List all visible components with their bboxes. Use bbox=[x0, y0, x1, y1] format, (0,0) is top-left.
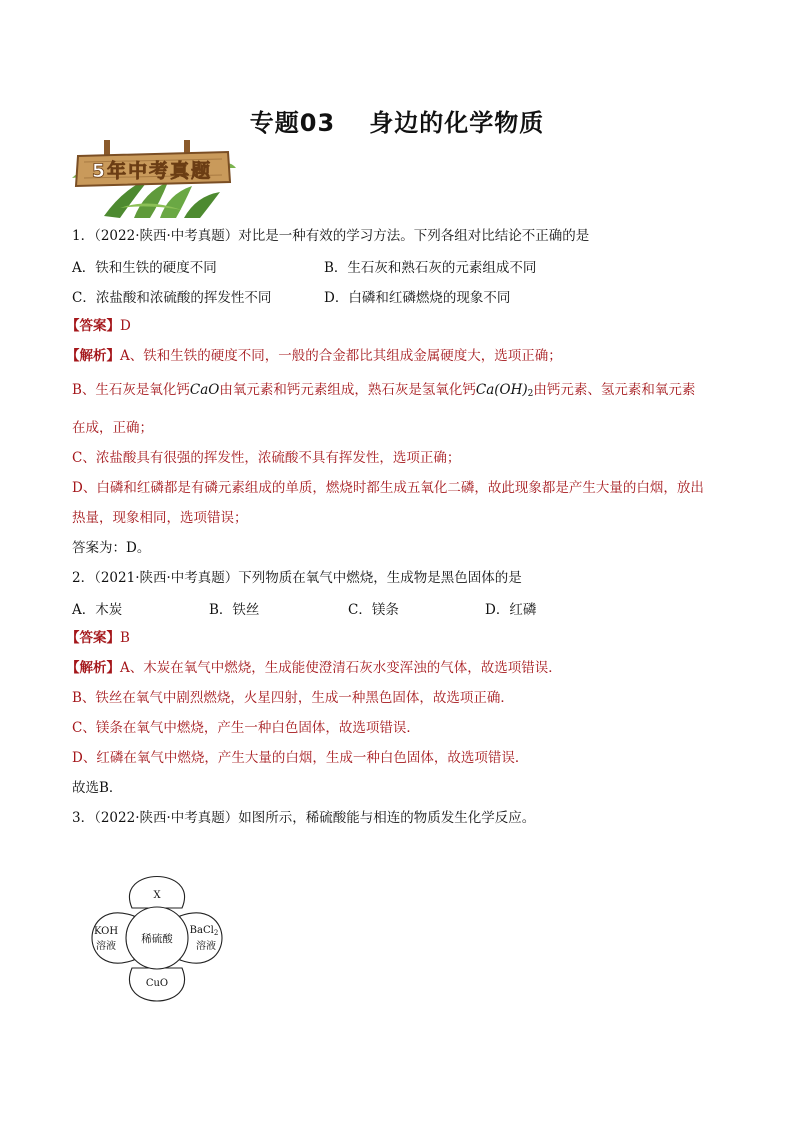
q1-stem: 1．（2022·陕西·中考真题）对比是一种有效的学习方法。下列各组对比结论不正确的是 bbox=[72, 228, 590, 244]
q1-answer bbox=[66, 316, 722, 336]
formula-caoh2: Ca(OH) bbox=[475, 382, 528, 398]
q2-options bbox=[72, 598, 722, 618]
q1-option-b: B．生石灰和熟石灰的元素组成不同 bbox=[324, 260, 537, 276]
q1-analysis-4-cont: 热量，现象相同，选项错误； bbox=[72, 510, 248, 526]
q2-option-a: A．木炭 bbox=[72, 602, 123, 618]
banner-text: 5年中考真题 bbox=[91, 160, 213, 182]
title-part2: 身边的化学物质 bbox=[369, 109, 545, 137]
q1-analysis-2-cont: 在成，正确； bbox=[72, 420, 153, 436]
q1-conclusion: 答案为：D。 bbox=[72, 540, 151, 556]
q2-answer bbox=[66, 628, 722, 648]
q2-analysis-4: D、红磷在氧气中燃烧，产生大量的白烟，生成一种白色固体，故选项错误． bbox=[72, 750, 529, 766]
flower-right-label-2: 溶液 bbox=[196, 941, 216, 952]
q2-option-d: D．红磷 bbox=[485, 602, 537, 618]
q2-analysis-1: 【解析】A、木炭在氧气中燃烧，生成能使澄清石灰水变浑浊的气体，故选项错误． bbox=[66, 660, 562, 676]
banner-5-years bbox=[64, 138, 240, 220]
q1-analysis-4: D、白磷和红磷都是有磷元素组成的单质，燃烧时都生成五氧化二磷，故此现象都是产生大量的白烟，放出 bbox=[72, 480, 704, 496]
q1-analysis-label: 【解析】 bbox=[66, 348, 120, 364]
q2-answer-value: B bbox=[120, 630, 130, 646]
flower-left-label-2: 溶液 bbox=[96, 941, 116, 952]
q3-stem: 3．（2022·陕西·中考真题）如图所示，稀硫酸能与相连的物质发生化学反应。 bbox=[72, 810, 536, 826]
q2-answer-label: 【答案】 bbox=[66, 630, 120, 646]
flower-top-label: X bbox=[153, 890, 161, 901]
q1-answer-label: 【答案】 bbox=[66, 318, 120, 334]
flower-right-label-1: BaCl$_2$ bbox=[189, 925, 219, 937]
q2-option-b: B．铁丝 bbox=[209, 602, 260, 618]
q2-analysis-label: 【解析】 bbox=[66, 660, 120, 676]
q2-analysis-2: B、铁丝在氧气中剧烈燃烧，火星四射，生成一种黑色固体，故选项正确． bbox=[72, 690, 514, 706]
flower-left-label-1: KOH bbox=[93, 926, 119, 937]
q1-answer-value: D bbox=[120, 318, 131, 334]
q2-analysis-3: C、镁条在氧气中燃烧，产生一种白色固体，故选项错误． bbox=[72, 720, 420, 736]
q1-analysis-3: C、浓盐酸具有很强的挥发性，浓硫酸不具有挥发性，选项正确； bbox=[72, 450, 461, 466]
page-title bbox=[0, 103, 794, 138]
flower-center-label: 稀硫酸 bbox=[141, 933, 173, 945]
q1-options-row2 bbox=[72, 286, 722, 306]
formula-cao: CaO bbox=[189, 382, 220, 398]
q1-option-c: C．浓盐酸和浓硫酸的挥发性不同 bbox=[72, 290, 272, 306]
flower-bottom-label: CuO bbox=[145, 978, 169, 989]
content bbox=[66, 226, 722, 828]
q2-stem: 2．（2021·陕西·中考真题）下列物质在氧气中燃烧，生成物是黑色固体的是 bbox=[72, 570, 522, 586]
title-part1: 专题03 bbox=[249, 109, 336, 137]
q1-analysis-2: B、生石灰是氧化钙CaO由氧元素和钙元素组成，熟石灰是氢氧化钙$Ca(OH)_2$由钙元素、氢元素和氧元素 bbox=[72, 382, 696, 399]
q1-analysis-1: 【解析】A、铁和生铁的硬度不同，一般的合金都比其组成金属硬度大，选项正确； bbox=[66, 348, 562, 364]
q1-option-a: A．铁和生铁的硬度不同 bbox=[72, 260, 217, 276]
q1-option-d: D．白磷和红磷燃烧的现象不同 bbox=[324, 290, 511, 306]
q2-conclusion: 故选B． bbox=[72, 780, 123, 796]
q2-option-c: C．镁条 bbox=[348, 602, 399, 618]
q1-options-row1 bbox=[72, 256, 722, 276]
flower-diagram bbox=[74, 860, 240, 1018]
